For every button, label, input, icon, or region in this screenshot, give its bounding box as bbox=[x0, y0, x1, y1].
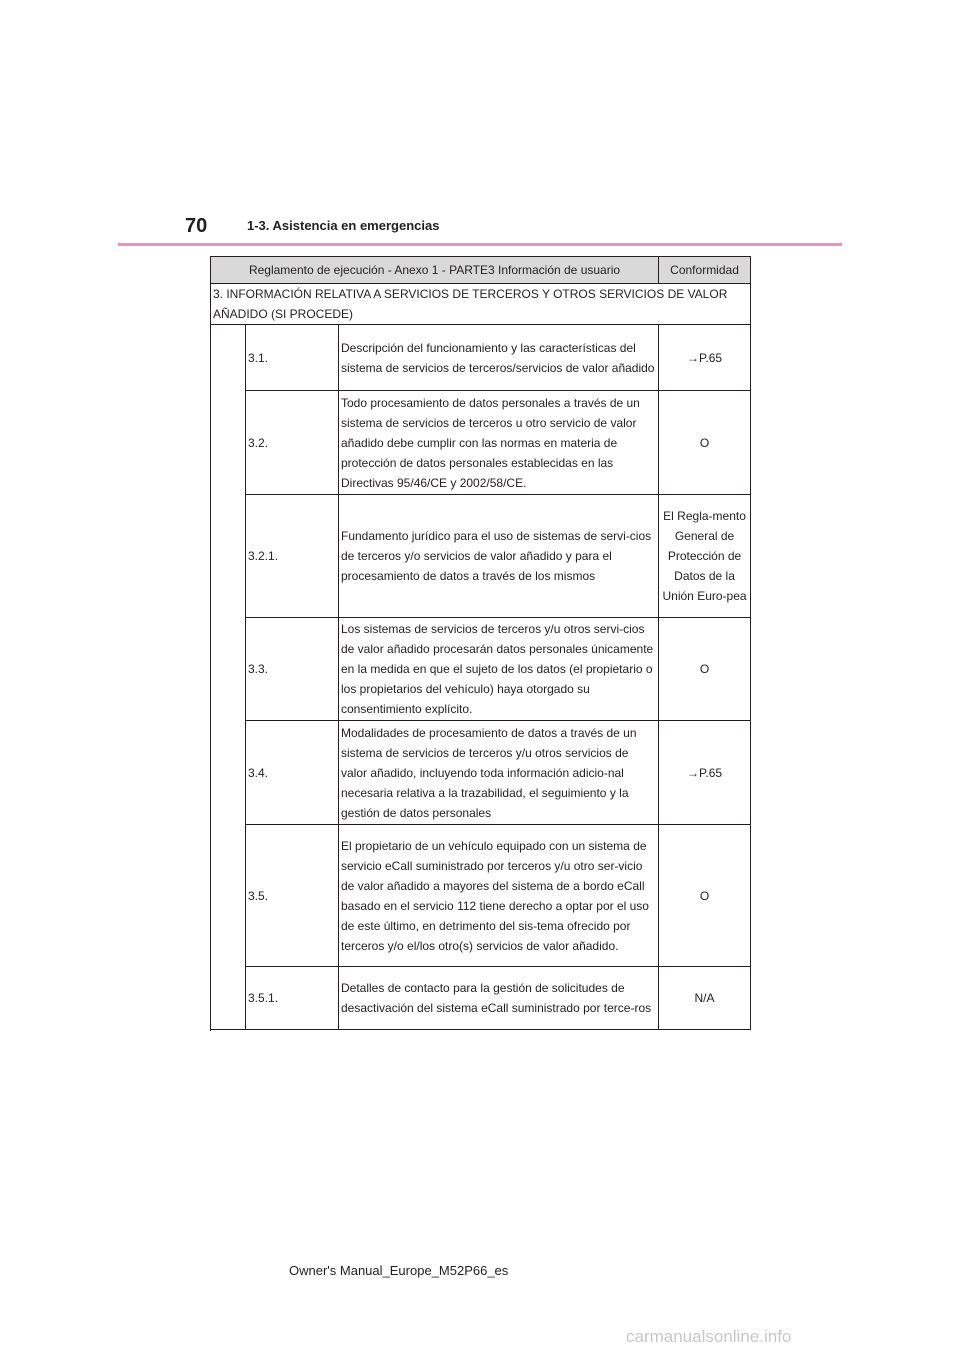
table-row bbox=[211, 495, 751, 618]
watermark: carmanualsonline.info bbox=[626, 1327, 792, 1346]
row-description: Fundamento jurídico para el uso de sistemas de servi-cios de terceros y/o servicios de valor añadido y para el procesamiento de datos a través de los mismos bbox=[339, 495, 659, 618]
table-row bbox=[211, 967, 751, 1030]
row-number: 3.4. bbox=[246, 721, 339, 825]
row-number: 3.2. bbox=[246, 391, 339, 495]
row-number: 3.2.1. bbox=[246, 495, 339, 618]
table-row bbox=[211, 721, 751, 825]
row-description: Detalles de contacto para la gestión de solicitudes de desactivación del sistema eCall suministrado por terce-ros bbox=[339, 967, 659, 1030]
section-title: 1-3. Asistencia en emergencias bbox=[247, 218, 440, 233]
row-conformity: N/A bbox=[659, 967, 751, 1030]
row-number: 3.5.1. bbox=[246, 967, 339, 1030]
column-header-regulation: Reglamento de ejecución - Anexo 1 - PARTE3 Información de usuario bbox=[211, 257, 659, 284]
table-row bbox=[211, 325, 751, 391]
row-conformity: →P.65 bbox=[659, 325, 751, 391]
section-heading-cell: 3. INFORMACIÓN RELATIVA A SERVICIOS DE TERCEROS Y OTROS SERVICIOS DE VALOR AÑADIDO (SI PROCEDE) bbox=[211, 284, 751, 325]
indent-cell bbox=[211, 325, 246, 1030]
row-number: 3.5. bbox=[246, 825, 339, 967]
row-conformity: El Regla-mento General de Protección de Datos de la Unión Euro-pea bbox=[659, 495, 751, 618]
table-section-row bbox=[211, 284, 751, 325]
row-conformity: O bbox=[659, 391, 751, 495]
row-number: 3.3. bbox=[246, 618, 339, 721]
column-header-conformity: Conformidad bbox=[659, 257, 751, 284]
footer-document-id: Owner's Manual_Europe_M52P66_es bbox=[289, 1263, 509, 1278]
table-header-row bbox=[211, 257, 751, 284]
row-conformity: →P.65 bbox=[659, 721, 751, 825]
table-row bbox=[211, 825, 751, 967]
row-description: Todo procesamiento de datos personales a través de un sistema de servicios de terceros u otro servicio de valor añadido debe cumplir con las normas en materia de protección de datos personales establecidas en las Directivas 95/46/CE y 2002/58/CE. bbox=[339, 391, 659, 495]
table-row bbox=[211, 618, 751, 721]
row-conformity: O bbox=[659, 618, 751, 721]
row-description: El propietario de un vehículo equipado con un sistema de servicio eCall suministrado por terceros y/u otro ser-vicio de valor añadido a mayores del sistema de a bordo eCall basado en el servicio 112 tiene derecho a optar por el uso de este último, en detrimento del sis-tema ofrecido por terceros y/o el/los otro(s) servicios de valor añadido. bbox=[339, 825, 659, 967]
page-number: 70 bbox=[185, 215, 208, 237]
row-conformity: O bbox=[659, 825, 751, 967]
row-description: Descripción del funcionamiento y las características del sistema de servicios de terceros/servicios de valor añadido bbox=[339, 325, 659, 391]
header-divider bbox=[118, 243, 842, 246]
regulation-table bbox=[210, 256, 751, 1030]
row-description: Modalidades de procesamiento de datos a través de un sistema de servicios de terceros y/u otros servicios de valor añadido, incluyendo toda información adicio-nal necesaria relativa a la trazabilidad, el seguimiento y la gestión de datos personales bbox=[339, 721, 659, 825]
table-row bbox=[211, 391, 751, 495]
row-description: Los sistemas de servicios de terceros y/u otros servi-cios de valor añadido procesarán datos personales únicamente en la medida en que el sujeto de los datos (el propietario o los propietarios del vehículo) haya otorgado su consentimiento explícito. bbox=[339, 618, 659, 721]
row-number: 3.1. bbox=[246, 325, 339, 391]
